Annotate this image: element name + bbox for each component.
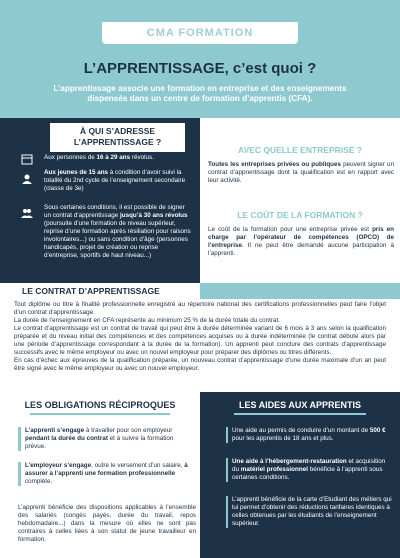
- aide-carte-etudiant: L’apprenti bénéficie de la carte d’Etudiant des métiers qui lui permet d’obtenir des réductions tarifaires identiques à celles obtenues par les étudiants de l’enseignement supérieur.: [226, 496, 392, 528]
- qui-item-2: Aux jeunes de 15 ans à condition d’avoir suivi la totalité du 2nd cycle de l’enseignement secondaire (classe de 3e): [44, 169, 186, 192]
- contrat-paragraph: La durée de l’enseignement en CFA représente au minimum 25 % de la durée totale du contrat.: [14, 317, 281, 324]
- contrat-paragraph: Le contrat d’apprentissage est un contrat de travail qui peut être à durée déterminée variant de 6 mois à 3 ans selon la qualification préparée et du niveau initial des compétences et des compétences acquises ou à durée indéterminée (le contrat débute alors par une période d’apprentissage correspondant à la durée de la formation). Un apprenti peut conclure des contrats d’apprentissage successifs avec le même employeur ou avec un nouvel employeur pour préparer des diplômes ou titres différents.: [14, 325, 386, 356]
- title-underline: [234, 413, 366, 415]
- section-title-cout: LE COÛT DE LA FORMATION ?: [237, 210, 363, 220]
- section-title-entreprise: AVEC QUELLE ENTREPRISE ?: [237, 145, 363, 155]
- obligation-apprenti: L’apprenti s’engage à travailler pour son employeur pendant la durée du contrat et à suivre la formation prévue.: [18, 427, 196, 451]
- cout-text: Le coût de la formation pour une entreprise privée est pris en charge par l’opérateur de compétences (OPCO) de l’entreprise. Il ne peut être demandé aucune participation à l’apprenti.: [208, 226, 394, 257]
- obligations-footer: L’apprenti bénéficie des dispositions applicables à l’ensemble des salariés (congés payés, durée du travail, repos hebdomadaire...) dans la mesure où elles ne sont pas contraires à celles liées à son statut de jeune travailleur en formation.: [18, 504, 196, 543]
- panel-qui: [0, 118, 200, 283]
- contrat-paragraph: Tout diplôme ou titre à finalité professionnelle enregistré au répertoire national des certifications professionnelles peut faire l’objet d’un contrat d’apprentissage.: [14, 301, 386, 316]
- user-icon: [20, 172, 34, 186]
- aide-hebergement: Une aide à l’hébergement-restauration et acquisition du matériel professionnel bénéficie à l’apprenti sous certaines conditions.: [226, 458, 392, 482]
- aide-permis: Une aide au permis de conduire d’un montant de 500 € pour les apprentis de 18 ans et plus.: [226, 427, 392, 443]
- obligation-employeur: L’employeur s’engage, outre le versement d’un salaire, à assurer à l’apprenti une formation professionnelle complète.: [18, 462, 196, 486]
- section-title-contrat: LE CONTRAT D’APPRENTISSAGE: [0, 283, 200, 299]
- section-aides: [200, 392, 400, 558]
- qui-item-3: Sous certaines conditions, il est possible de signer un contrat d’apprentissage jusqu’à 30 ans révolus (poursuite d’une formation de niveau supérieur, reprise d’une formation après résiliation pour raisons involontaires...) ou sans condition d’âge (personnes handicapés, projet de création ou reprise d’entreprise, sportifs de haut niveau...): [44, 204, 191, 259]
- section-title-qui: À QUI S’ADRESSE L’APPRENTISSAGE ?: [50, 123, 185, 152]
- title-underline: [30, 413, 170, 415]
- page-title: L’APPRENTISSAGE, c’est quoi ?: [83, 60, 317, 77]
- section-title-aides: LES AIDES AUX APPRENTIS: [238, 400, 362, 410]
- group-icon: [20, 206, 34, 220]
- panel-entreprise-cout: [200, 118, 400, 283]
- contrat-text: [14, 301, 386, 373]
- page-subtitle: L’apprentissage associe une formation en entreprise et des enseignements dispensés dans un centre de formation d’apprentis (CFA).: [53, 84, 347, 103]
- contrat-paragraph: En cas d’échec aux épreuves de la qualification préparée, un nouveau contrat d’apprentissage d’une durée maximale d’un an peut être signé avec le même employeur ou avec un nouvel employeur.: [14, 357, 386, 372]
- entreprise-text: Toutes les entreprises privées ou publiques peuvent signer un contrat d’apprentissage dont la qualification est en rapport avec leur activité.: [208, 161, 394, 184]
- section-title-obligations: LES OBLIGATIONS RÉCIPROQUES: [24, 400, 176, 410]
- badge-cma-formation: CMA FORMATION: [102, 22, 298, 44]
- qui-item-1: Aux personnes de 16 à 29 ans révolus.: [44, 154, 154, 161]
- calendar-icon: [20, 152, 34, 166]
- section-obligations: [0, 392, 200, 558]
- section-contrat: [0, 283, 400, 388]
